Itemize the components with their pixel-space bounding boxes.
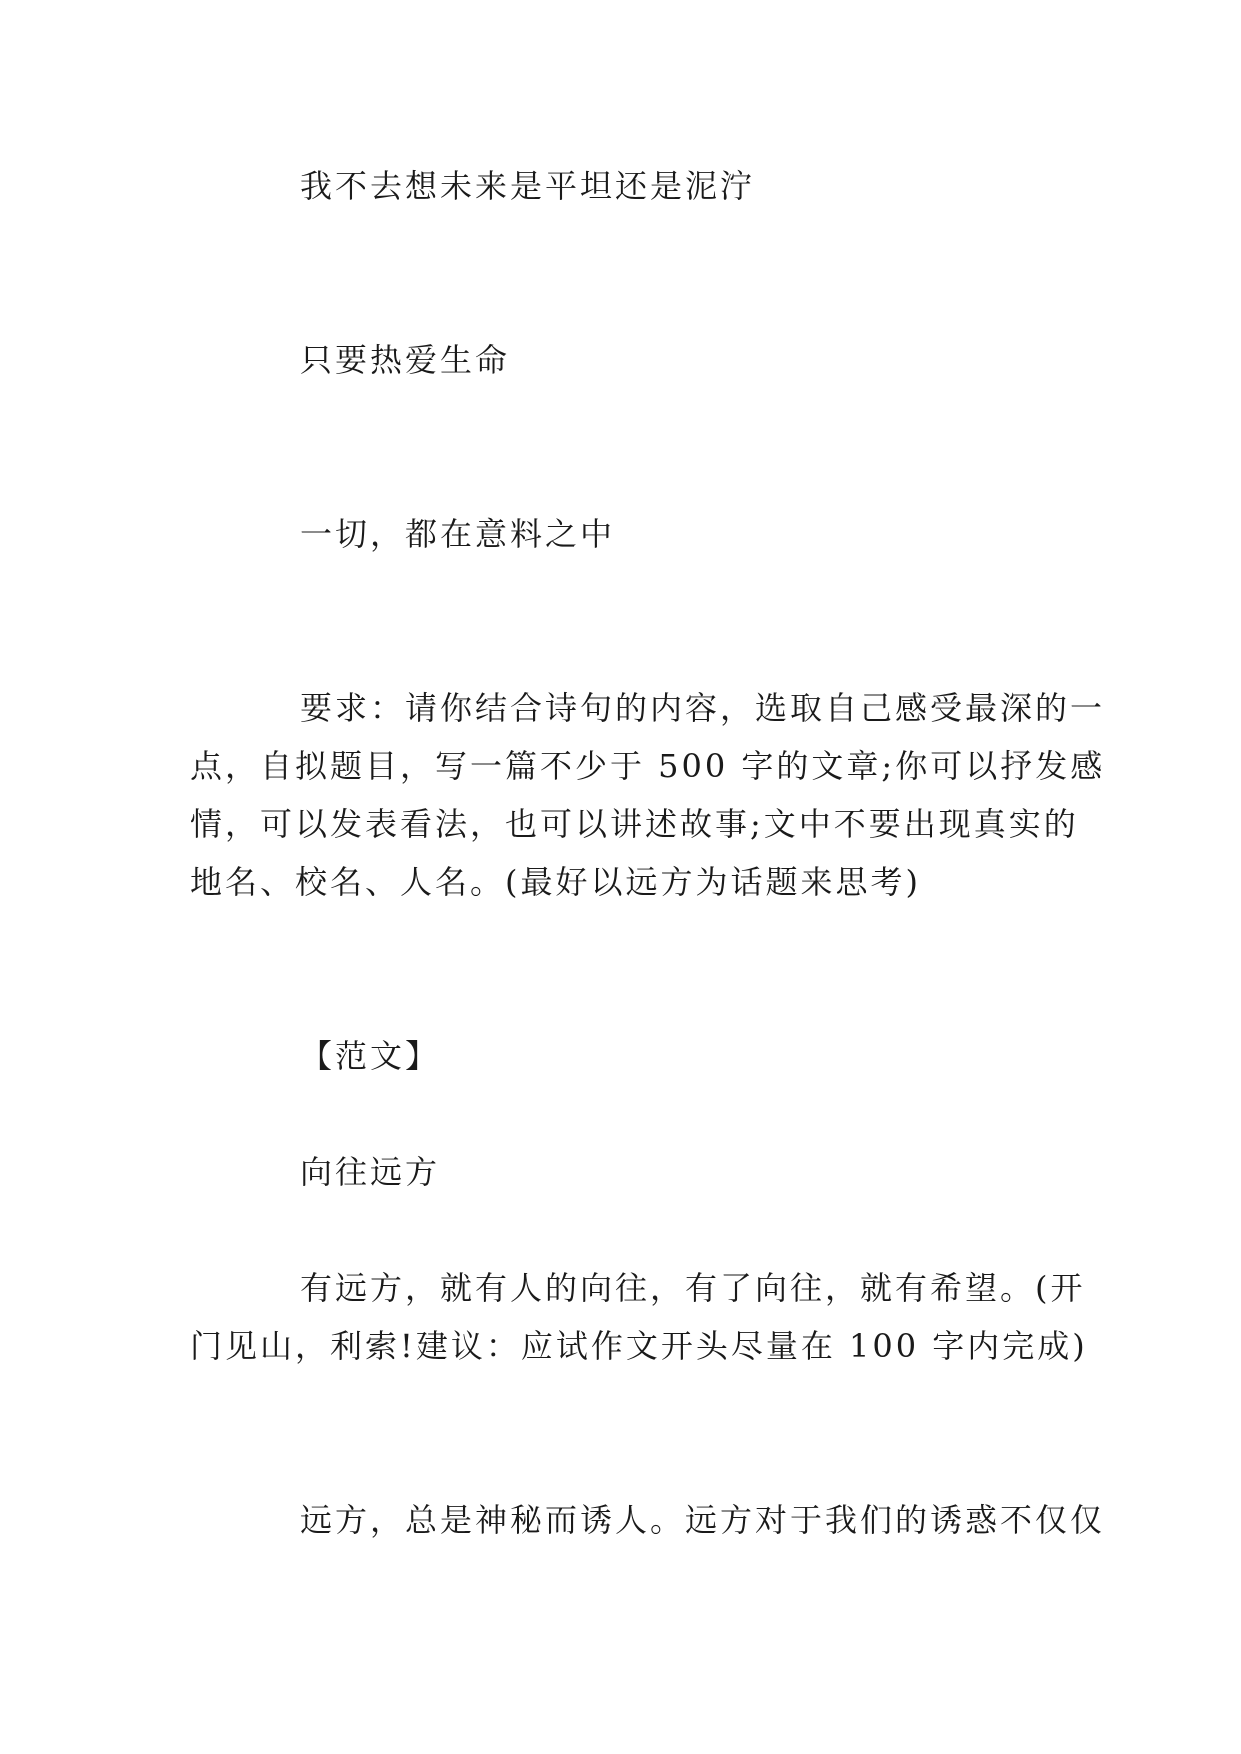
requirement-line-4: 地名、校名、人名。(最好以远方为话题来思考): [190, 863, 921, 901]
requirement-line-1: 要求：请你结合诗句的内容，选取自己感受最深的一: [300, 689, 1106, 727]
poem-line-1: 我不去想未来是平坦还是泥泞: [300, 167, 756, 205]
poem-line-3: 一切，都在意料之中: [300, 515, 616, 553]
sample-label: 【范文】: [300, 1037, 441, 1075]
essay-paragraph-2-line-1: 远方，总是神秘而诱人。远方对于我们的诱惑不仅仅: [300, 1501, 1106, 1539]
requirement-line-3: 情，可以发表看法，也可以讲述故事;文中不要出现真实的: [190, 805, 1079, 843]
poem-line-2: 只要热爱生命: [300, 341, 511, 379]
essay-paragraph-1-line-1: 有远方，就有人的向往，有了向往，就有希望。(开: [300, 1269, 1086, 1307]
essay-paragraph-1-line-2: 门见山，利索!建议：应试作文开头尽量在 100 字内完成): [190, 1327, 1088, 1365]
requirement-line-2: 点，自拟题目，写一篇不少于 500 字的文章;你可以抒发感: [190, 747, 1106, 785]
essay-title: 向往远方: [300, 1153, 441, 1191]
